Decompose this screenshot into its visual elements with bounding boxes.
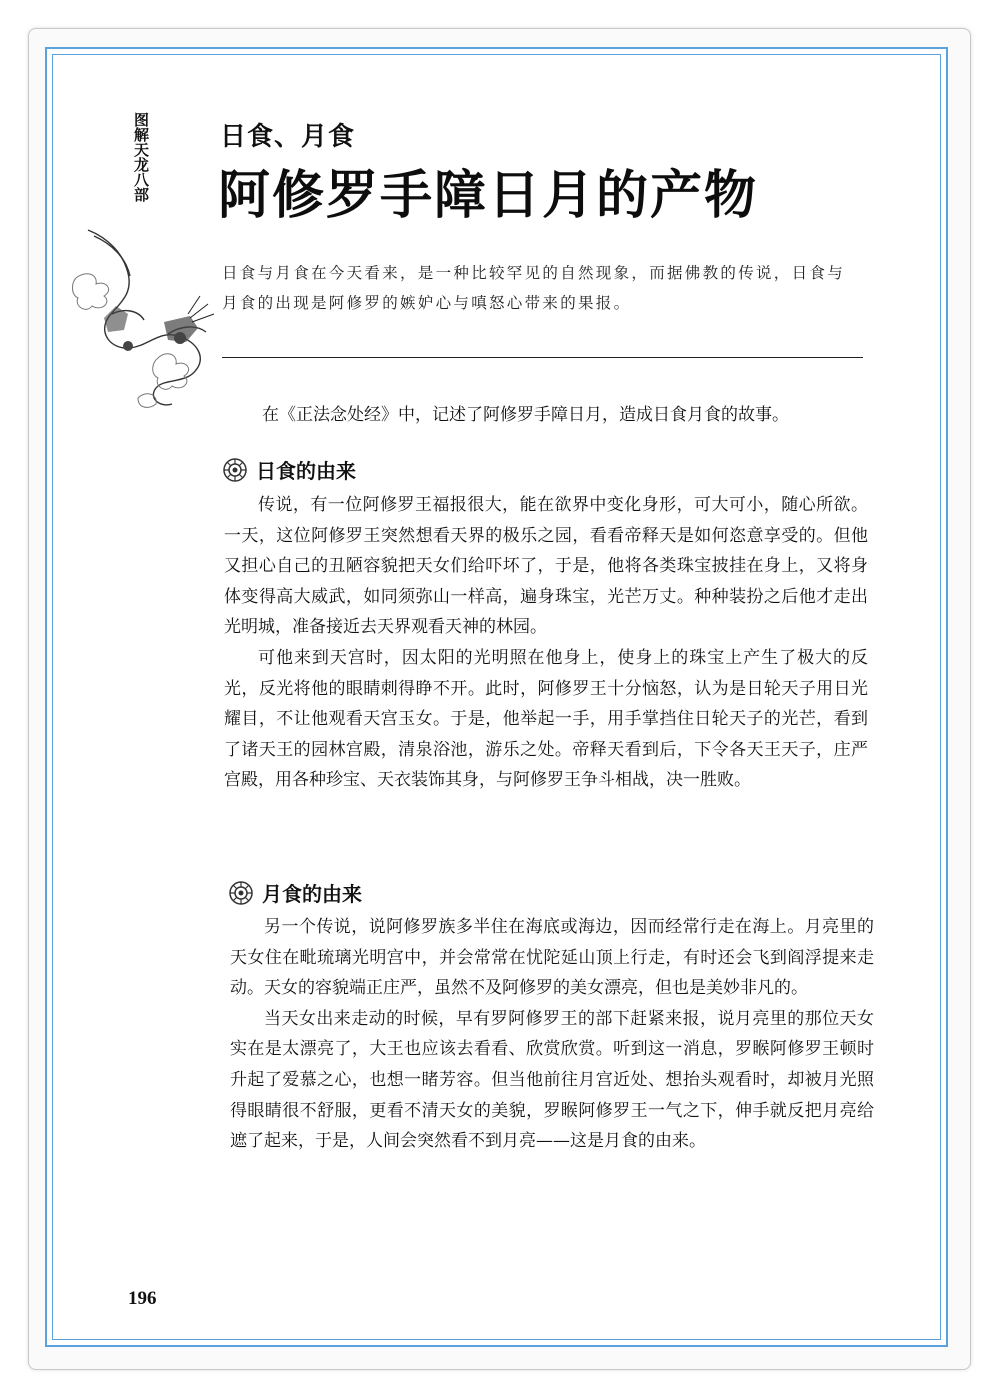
section-heading-label: 月食的由来 (262, 882, 362, 906)
section-heading-label: 日食的由来 (256, 459, 356, 483)
lead-sentence: 在《正法念处经》中，记述了阿修罗手障日月，造成日食月食的故事。 (262, 405, 789, 425)
lotus-ornament-icon (222, 457, 248, 483)
lotus-ornament-icon (228, 880, 254, 906)
paragraph: 可他来到天宫时，因太阳的光明照在他身上，使身上的珠宝上产生了极大的反光，反光将他的眼睛刺得睁不开。此时，阿修罗王十分恼怒，认为是日轮天子用日光耀目，不让他观看天宫玉女。于是，他举起一手，用手掌挡住日轮天子的光芒，看到了诸天王的园林宫殿，清泉浴池，游乐之处。帝释天看到后，下令各天王天子，庄严宫殿，用各种珍宝、天衣装饰其身，与阿修罗王争斗相战，决一胜败。 (224, 647, 868, 791)
divider-rule (222, 357, 863, 358)
paragraph: 另一个传说，说阿修罗族多半住在海底或海边，因而经常行走在海上。月亮里的天女住在毗琉璃光明宫中，并会常常在忧陀延山顶上行走，有时还会飞到阎浮提来走动。天女的容貌端正庄严，虽然不及阿修罗的美女漂亮，但也是美妙非凡的。 (230, 917, 874, 999)
paragraph: 传说，有一位阿修罗王福报很大，能在欲界中变化身形，可大可小，随心所欲。一天，这位阿修罗王突然想看天界的极乐之园，看看帝释天是如何恣意享受的。但他又担心自己的丑陋容貌把天女们给吓坏了，于是，他将各类珠宝披挂在身上，又将身体变得高大威武，如同须弥山一样高，遍身珠宝，光芒万丈。种种装扮之后他才走出光明城，准备接近去天界观看天神的林园。 (224, 495, 868, 638)
page-title: 阿修罗手障日月的产物 (218, 166, 759, 226)
section-body-lunar (230, 912, 874, 1157)
section-heading-lunar (228, 878, 362, 907)
paragraph: 当天女出来走动的时候，早有罗阿修罗王的部下赶紧来报，说月亮里的那位天女实在是太漂亮了，大王也应该去看看、欣赏欣赏。听到这一消息，罗睺阿修罗王顿时升起了爱慕之心，也想一睹芳容。但当他前往月宫近处、想抬头观看时，却被月光照得眼睛很不舒服，更看不清天女的美貌，罗睺阿修罗王一气之下，伸手就反把月亮给遮了起来，于是，人间会突然看不到月亮——这是月食的由来。 (230, 1008, 874, 1152)
dragon-illustration-icon (68, 218, 218, 413)
intro-summary: 日食与月食在今天看来，是一种比较罕见的自然现象，而据佛教的传说，日食与月食的出现是阿修罗的嫉妒心与嗔怒心带来的果报。 (222, 264, 846, 312)
section-body-solar (224, 490, 868, 796)
page-number: 196 (128, 1288, 157, 1309)
book-series-label: 图解天龙八部 (132, 112, 150, 202)
section-heading-solar (222, 455, 356, 484)
section-subtitle: 日食、月食 (220, 122, 356, 152)
